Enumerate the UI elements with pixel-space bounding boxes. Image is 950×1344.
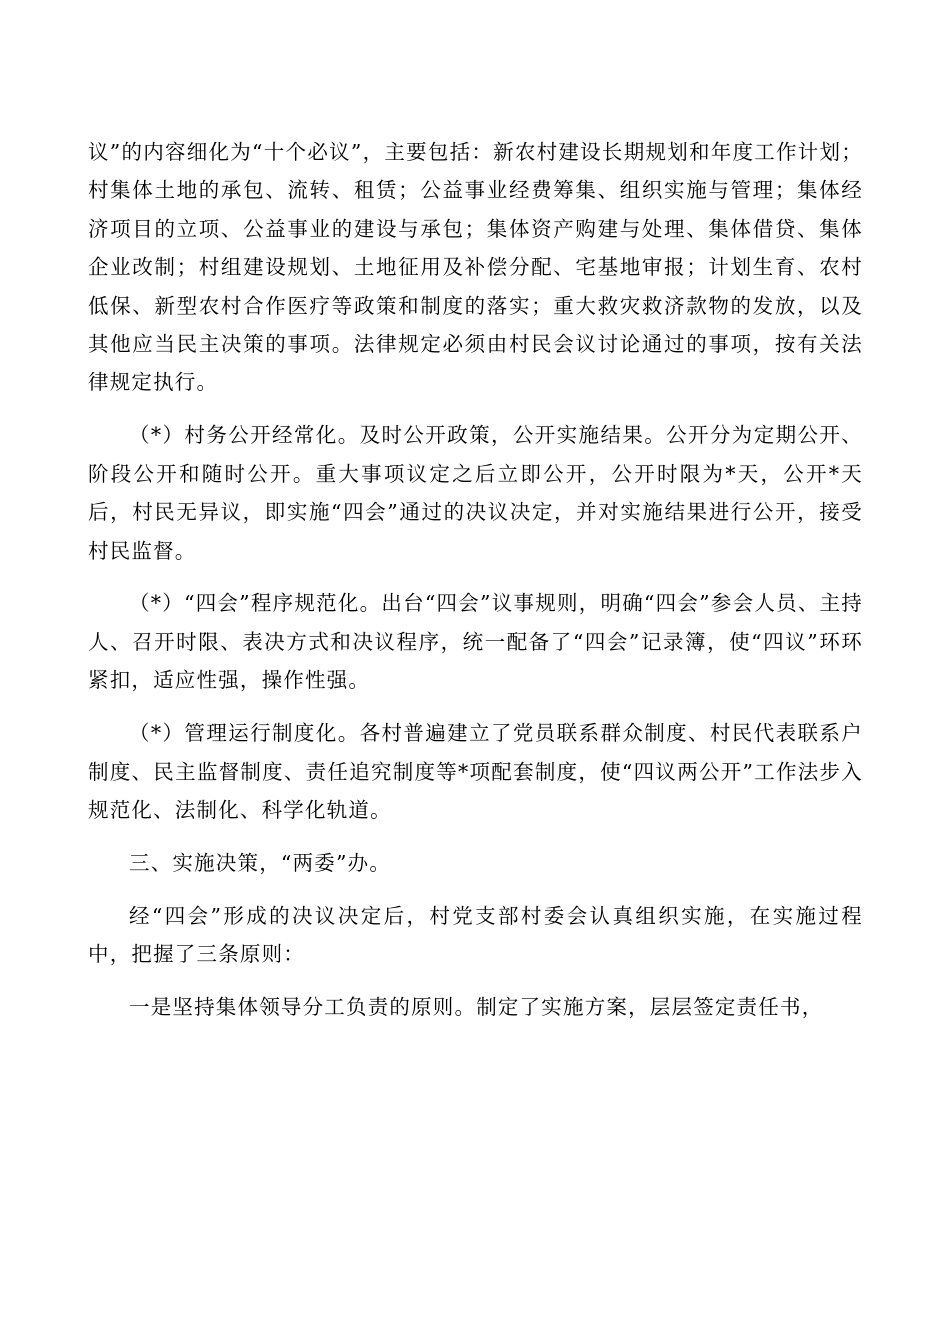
document-page <box>88 133 863 1027</box>
paragraph-management-institutionalization: （*）管理运行制度化。各村普遍建立了党员联系群众制度、村民代表联系户制度、民主监督制度、责任追究制度等*项配套制度，使“四议两公开”工作法步入规范化、法制化、科学化轨道。 <box>88 721 863 822</box>
paragraph-four-meetings-procedure: （*）“四会”程序规范化。出台“四会”议事规则，明确“四会”参会人员、主持人、召开时限、表决方式和决议程序，统一配备了“四会”记录簿，使“四议”环环紧扣，适应性强，操作性强。 <box>88 591 863 693</box>
paragraph-ten-must-discuss-items: 议”的内容细化为“十个必议”，主要包括：新农村建设长期规划和年度工作计划；村集体土地的承包、流转、租赁；公益事业经费筹集、组织实施与管理；集体经济项目的立项、公益事业的建设与承包；集体资产购建与处理、集体借贷、集体企业改制；村组建设规划、土地征用及补偿分配、宅基地审报；计划生育、农村低保、新型农村合作医疗等政策和制度的落实；重大救灾救济款物的发放，以及其他应当民主决策的事项。法律规定必须由村民会议讨论通过的事项，按有关法律规定执行。 <box>88 140 863 395</box>
section-heading-implementation: 三、实施决策，“两委”办。 <box>129 850 392 875</box>
paragraph-village-affairs-disclosure: （*）村务公开经常化。及时公开政策，公开实施结果。公开分为定期公开、阶段公开和随时公开。重大事项议定之后立即公开，公开时限为*天，公开*天后，村民无异议，即实施“四会”通过的决议决定，并对实施结果进行公开，接受村民监督。 <box>88 423 863 563</box>
paragraph-implementation-principles: 经“四会”形成的决议决定后，村党支部村委会认真组织实施，在实施过程中，把握了三条原则： <box>88 903 863 967</box>
paragraph-principle-one: 一是坚持集体领导分工负责的原则。制定了实施方案，层层签定责任书， <box>129 995 824 1020</box>
